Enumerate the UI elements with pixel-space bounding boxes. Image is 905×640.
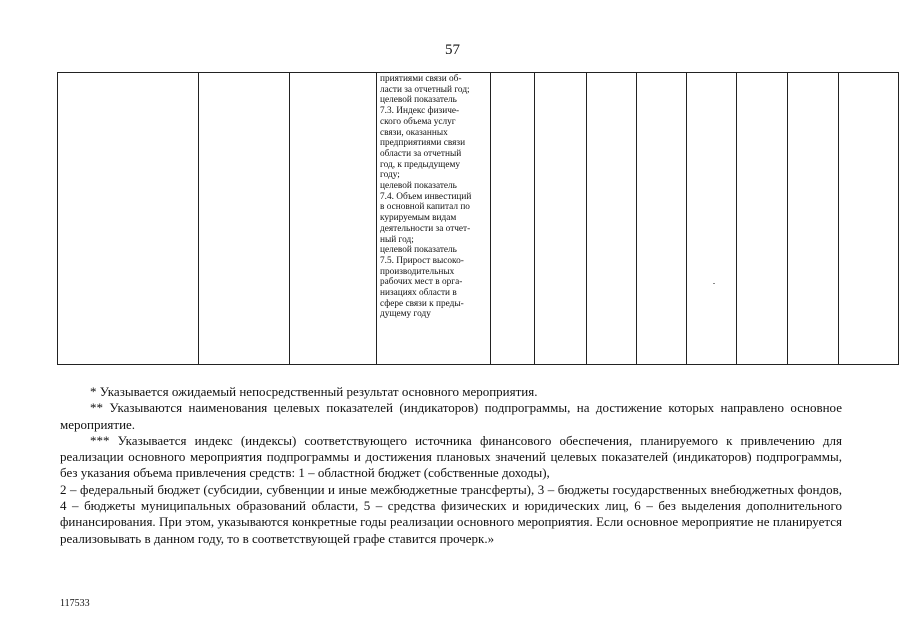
indicator-line: год, к предыдущему: [380, 159, 460, 170]
table-cell-responsible: [58, 73, 199, 365]
indicator-line: предприятиями связи: [380, 138, 466, 149]
table-cell-year-6: [788, 73, 839, 365]
indicator-line: низациях области в: [380, 288, 457, 299]
indicator-line: целевой показатель: [380, 95, 457, 106]
indicator-line: сфере связи к преды-: [380, 298, 464, 309]
indicator-line: курируемым видам: [380, 213, 457, 224]
indicator-line: ный год;: [380, 234, 414, 245]
indicator-line: ласти за отчетный год;: [380, 84, 470, 95]
indicator-line: году;: [380, 170, 400, 181]
footnote-3: *** Указывается индекс (индексы) соответствующего источника финансового обеспечения, планируемого к привлечению для реализации основного мероприятия подпрограммы и достижения плановых значений целевых показателей (индикаторов) подпрограммы, без указания объема привлечения средств: 1 – областной бюджет (собственные доходы),: [60, 432, 842, 481]
table-cell-source: [491, 73, 535, 365]
indicator-line: в основной капитал по: [380, 202, 470, 213]
table-cell-year-5: [737, 73, 788, 365]
indicator-line: целевой показатель: [380, 245, 457, 256]
indicator-line: деятельности за отчет-: [380, 223, 471, 234]
footnote-2: ** Указываются наименования целевых показателей (индикаторов) подпрограммы, на достижение которых направлено основное мероприятие.: [60, 400, 842, 432]
footnote-1: * Указывается ожидаемый непосредственный результат основного мероприятия.: [90, 384, 538, 399]
page-number: 57: [445, 42, 460, 58]
indicator-text: [377, 73, 490, 320]
document-code: 117533: [60, 598, 90, 609]
footnotes: [60, 384, 842, 547]
table-cell-year-3: [637, 73, 687, 365]
indicator-line: 7.4. Объем инвестиций: [380, 191, 472, 202]
footnote-3-continued: 2 – федеральный бюджет (субсидии, субвенции и иные межбюджетные трансферты), 3 – бюджеты государственных внебюджетных фондов, 4 – бюджеты муниципальных образований области, 5 – средства физических и юридических лиц, 6 – без выделения дополнительного финансирования. При этом, указываются конкретные годы реализации основного мероприятия. Если основное мероприятие не планируется реализовывать в данном году, то в соответствующей графе ставится прочерк.»: [60, 481, 842, 546]
table-cell-year-1: [535, 73, 587, 365]
table-cell-end: [290, 73, 377, 365]
table-cell-start: [199, 73, 290, 365]
table-cell-year-4: [687, 73, 737, 365]
indicator-line: 7.3. Индекс физиче-: [380, 106, 460, 117]
indicator-line: рабочих мест в орга-: [380, 277, 463, 288]
indicator-line: дущему году: [380, 309, 431, 320]
indicator-line: ского объема услуг: [380, 116, 456, 127]
program-table: [57, 72, 899, 365]
indicator-line: 7.5. Прирост высоко-: [380, 255, 464, 266]
scan-speck: [713, 283, 715, 284]
table-row: [58, 73, 899, 365]
indicator-line: связи, оказанных: [380, 127, 448, 138]
indicator-line: области за отчетный: [380, 148, 462, 159]
indicator-line: производительных: [380, 266, 455, 277]
table-cell-year-7: [839, 73, 899, 365]
table-cell-indicators: [377, 73, 491, 365]
indicator-line: целевой показатель: [380, 181, 457, 192]
indicator-line: приятиями связи об-: [380, 74, 462, 84]
table-cell-year-2: [587, 73, 637, 365]
